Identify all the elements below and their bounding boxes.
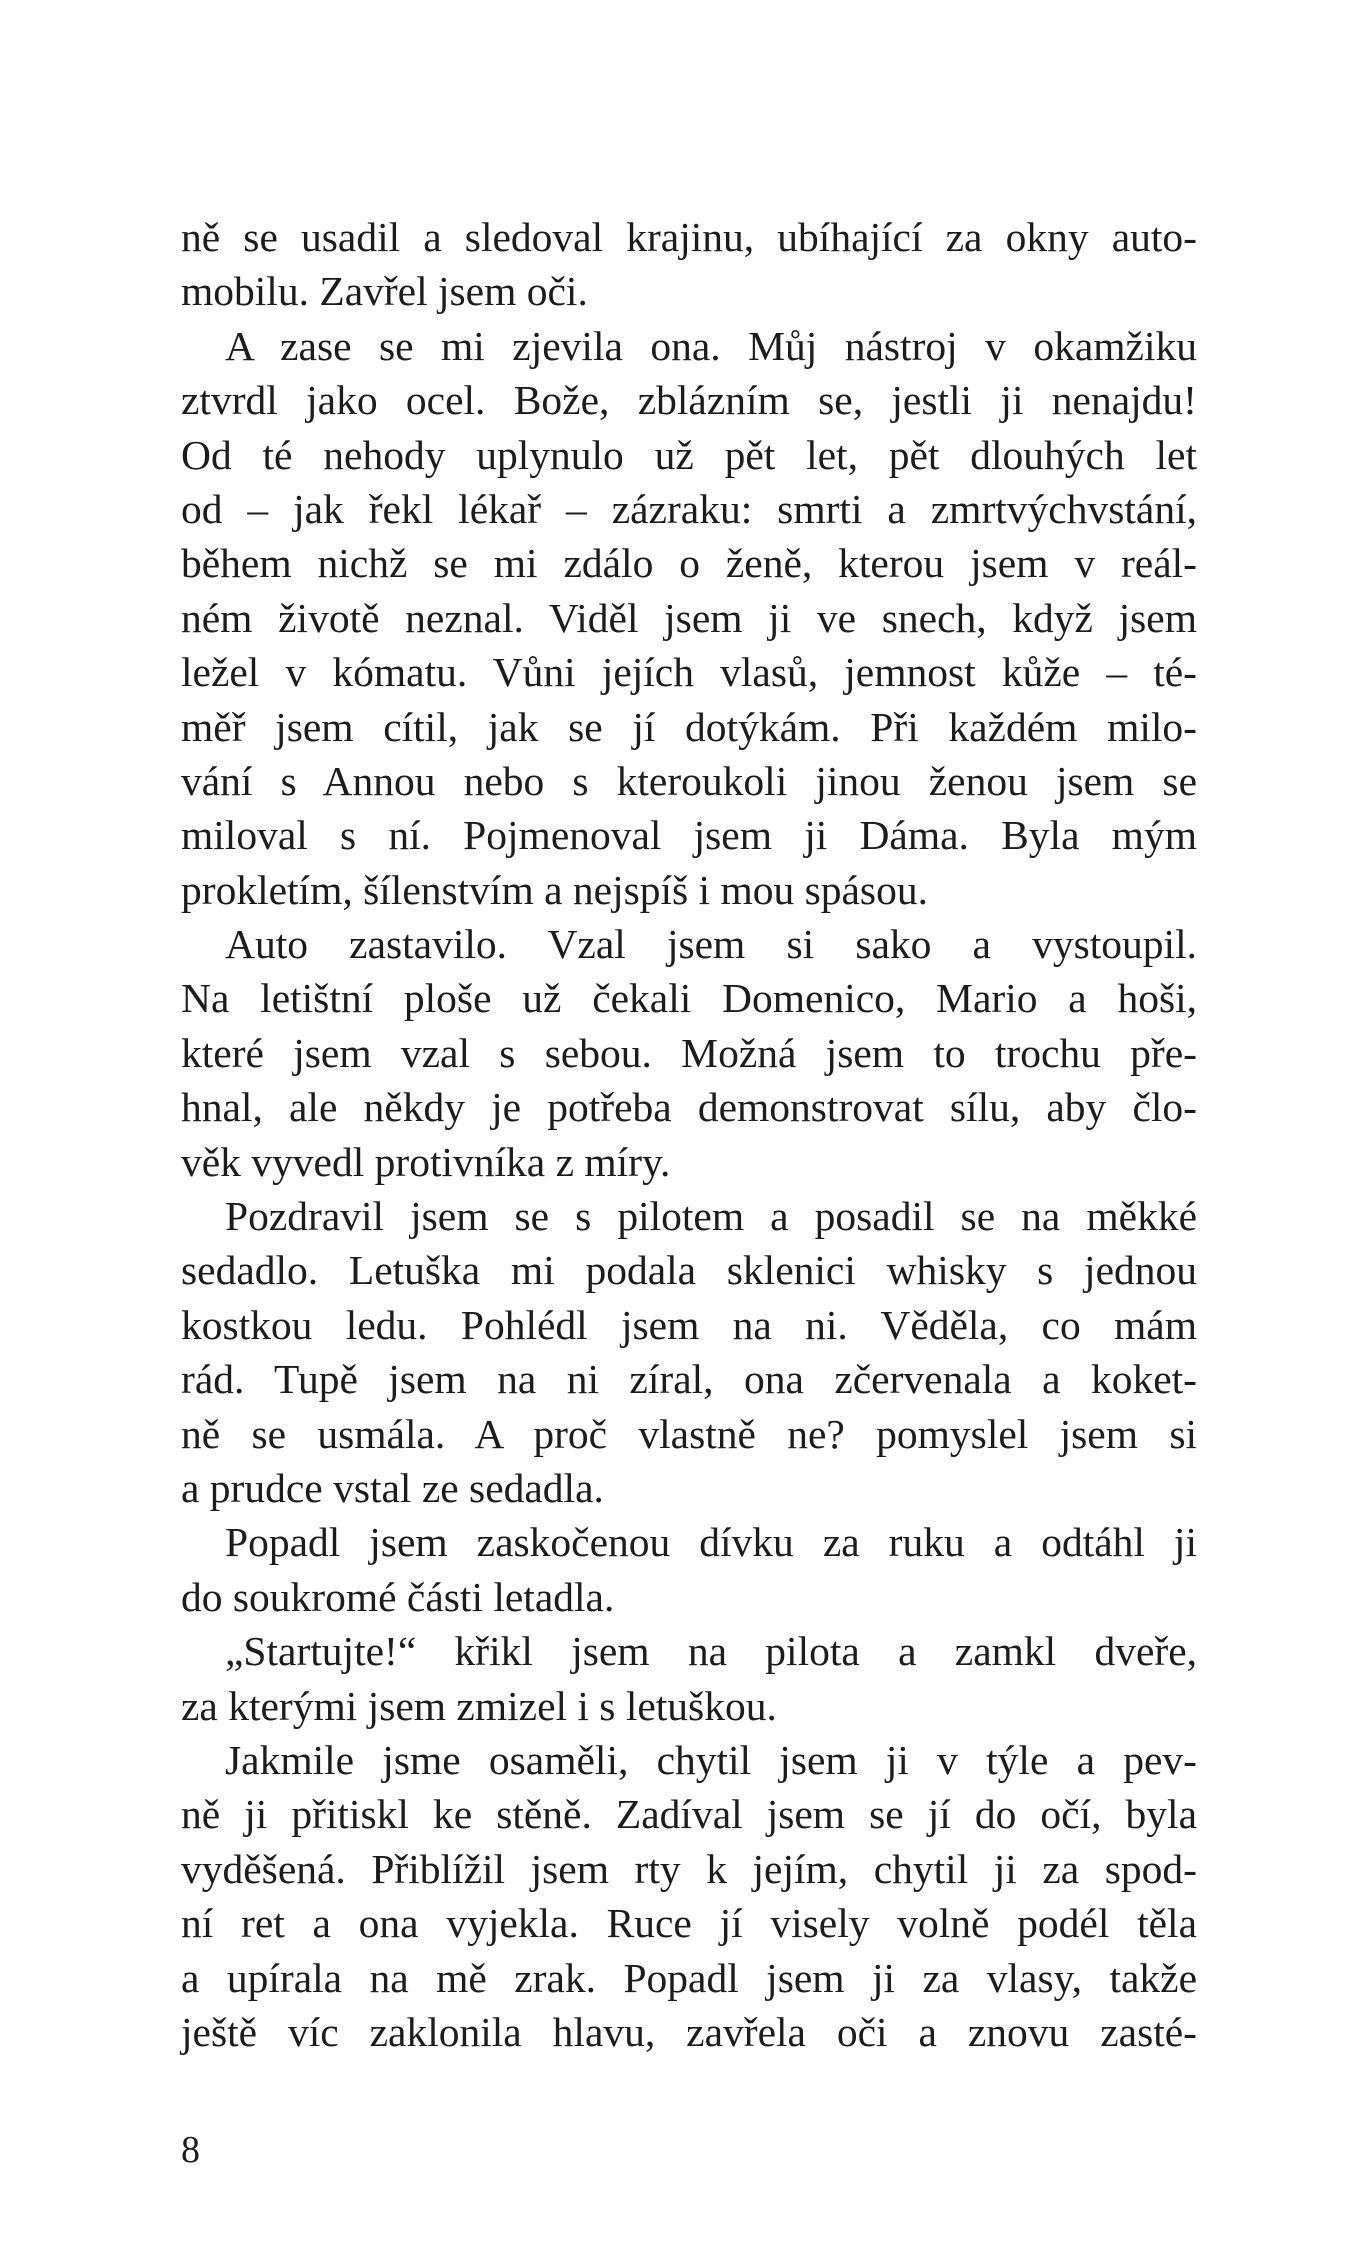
text-line: vyděšená. Přiblížil jsem rty k jejím, chytil ji za spod- [181,1845,1197,1892]
text-line: A zase se mi zjevila ona. Můj nástroj v okamžiku [225,322,1197,369]
text-line: od – jak řekl lékař – zázraku: smrti a zmrtvýchvstání, [181,485,1197,532]
text-line: vání s Annou nebo s kteroukoli jinou ženou jsem se [181,757,1197,804]
text-line: a prudce vstal ze sedadla. [181,1464,604,1511]
text-line: Jakmile jsme osaměli, chytil jsem ji v týle a pev- [225,1736,1197,1783]
text-line: prokletím, šílenstvím a nejspíš i mou spásou. [181,866,928,913]
text-line: Popadl jsem zaskočenou dívku za ruku a odtáhl ji [225,1519,1197,1566]
paragraph [181,210,1197,319]
text-line: ném životě neznal. Viděl jsem ji ve snech, když jsem [181,594,1197,641]
text-line: ně se usmála. A proč vlastně ne? pomyslel jsem si [181,1410,1197,1457]
text-line: ní ret a ona vyjekla. Ruce jí visely volně podél těla [181,1900,1197,1947]
body-text [181,210,1197,2059]
paragraph [181,917,1197,1189]
text-line: Pozdravil jsem se s pilotem a posadil se na měkké [225,1193,1197,1240]
text-line: ještě víc zaklonila hlavu, zavřela oči a znovu zasté- [181,2008,1197,2055]
text-line: mobilu. Zavřel jsem oči. [181,268,588,315]
paragraph [181,1624,1197,1733]
page-number: 8 [181,2129,200,2171]
paragraph [181,1515,1197,1624]
text-line: ležel v kómatu. Vůni jejích vlasů, jemnost kůže – té- [181,649,1197,696]
text-line: za kterými jsem zmizel i s letuškou. [181,1682,777,1729]
text-line: ně ji přitiskl ke stěně. Zadíval jsem se jí do očí, byla [181,1791,1197,1838]
text-line: a upírala na mě zrak. Popadl jsem ji za vlasy, takže [181,1954,1197,2001]
text-line: miloval s ní. Pojmenoval jsem ji Dáma. Byla mým [181,812,1197,859]
text-line: Od té nehody uplynulo už pět let, pět dlouhých let [181,431,1197,478]
text-line: věk vyvedl protivníka z míry. [181,1138,671,1185]
paragraph [181,319,1197,917]
text-line: měř jsem cítil, jak se jí dotýkám. Při každém milo- [181,703,1197,750]
text-line: do soukromé části letadla. [181,1573,615,1620]
text-line: ně se usadil a sledoval krajinu, ubíhající za okny auto- [181,214,1197,260]
paragraph [181,1733,1197,2059]
text-line: hnal, ale někdy je potřeba demonstrovat sílu, aby člo- [181,1084,1197,1131]
text-line: během nichž se mi zdálo o ženě, kterou jsem v reál- [181,540,1197,587]
text-line: Auto zastavilo. Vzal jsem si sako a vystoupil. [225,921,1197,968]
text-line: sedadlo. Letuška mi podala sklenici whisky s jednou [181,1247,1197,1294]
text-line: ztvrdl jako ocel. Bože, zblázním se, jestli ji nenajdu! [181,377,1197,424]
text-line: které jsem vzal s sebou. Možná jsem to trochu pře- [181,1029,1197,1076]
text-line: Na letištní ploše už čekali Domenico, Mario a hoši, [181,975,1197,1022]
text-line: „Startujte!“ křikl jsem na pilota a zamkl dveře, [225,1628,1197,1675]
text-line: rád. Tupě jsem na ni zíral, ona zčervenala a koket- [181,1356,1197,1403]
paragraph [181,1189,1197,1515]
text-line: kostkou ledu. Pohlédl jsem na ni. Věděla, co mám [181,1301,1197,1348]
